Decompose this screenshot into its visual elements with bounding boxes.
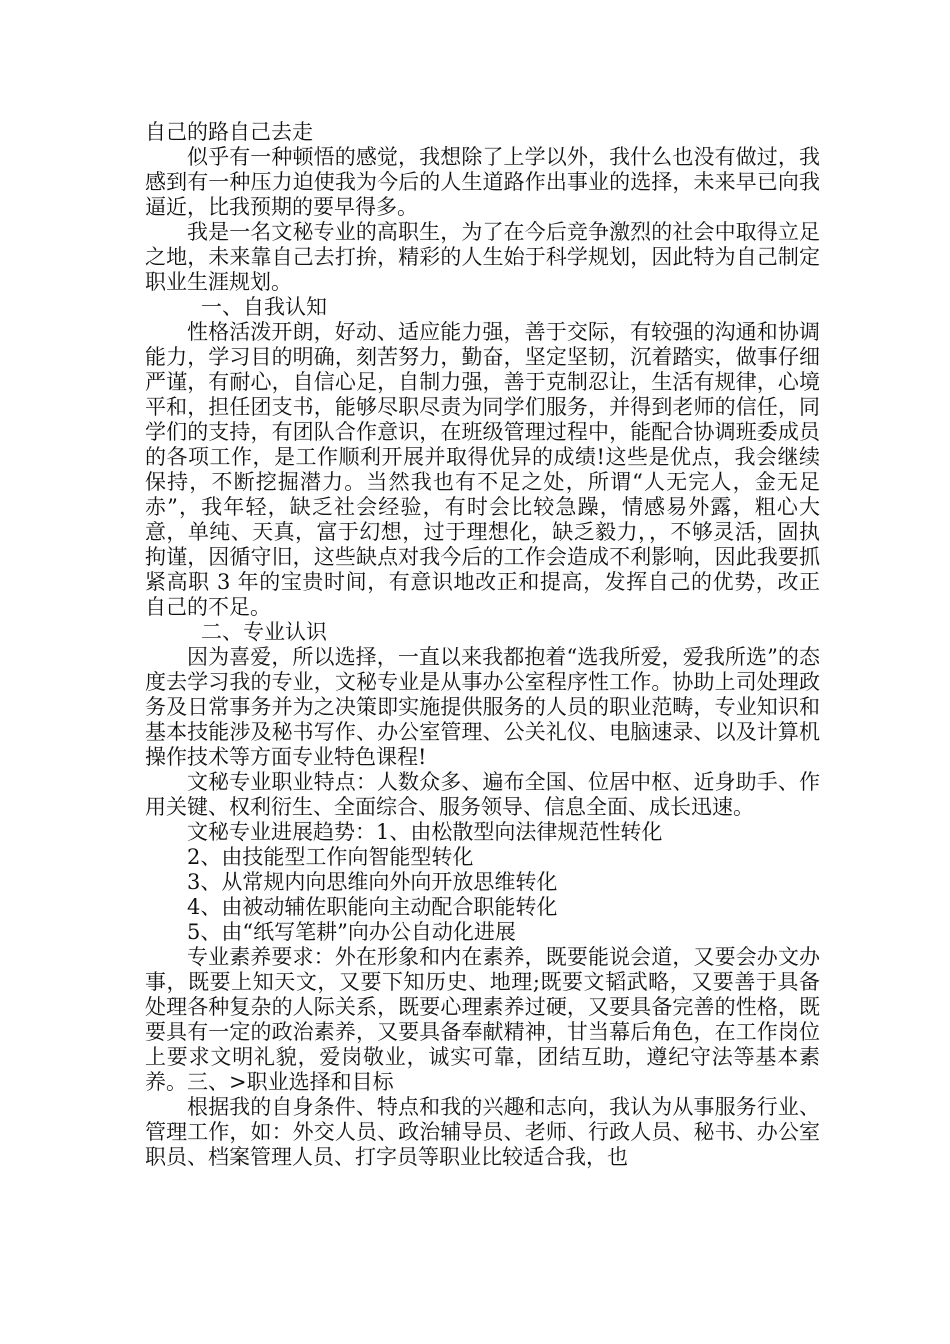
trend-item-3: 3、从常规内向思维向外向开放思维转化: [187, 870, 558, 894]
paragraph-professional-requirements: 专业素养要求：外在形象和内在素养，既要能说会道，又要会办文办事，既要上知天文，又要下知历史、地理;既要文韬武略，又要善于具备处理各种复杂的人际关系，既要心理素养过硬，又要具备完善的性格，既要具有一定的政治素养，又要具备奉献精神，甘当幕后角色，在工作岗位上要求文明礼貌，爱岗敬业，诚实可靠，团结互助，遵纪守法等基本素养。三、>职业选择和目标: [145, 945, 820, 1094]
paragraph-intro: 似乎有一种顿悟的感觉，我想除了上学以外，我什么也没有做过，我感到有一种压力迫使我为今后的人生道路作出事业的选择，未来早已向我逼近，比我预期的要早得多。: [145, 145, 820, 219]
section-heading-self-awareness: 一、自我认知: [201, 295, 327, 319]
trend-item-5: 5、由“纸写笔耕”向办公自动化进展: [187, 920, 516, 944]
section-heading-major-awareness: 二、专业认识: [201, 620, 327, 644]
paragraph-self-awareness: 性格活泼开朗，好动、适应能力强，善于交际，有较强的沟通和协调能力，学习目的明确，刻苦努力，勤奋，坚定坚韧，沉着踏实，做事仔细严谨，有耐心，自信心足，自制力强，善于克制忍让，生活有规律，心境平和，担任团支书，能够尽职尽责为同学们服务，并得到老师的信任，同学们的支持，有团队合作意识，在班级管理过程中，能配合协调班委成员的各项工作，是工作顺利开展并取得优异的成绩!这些是优点，我会继续保持，不断挖掘潜力。当然我也有不足之处，所谓“人无完人，金无足赤”，我年轻，缺乏社会经验，有时会比较急躁，情感易外露，粗心大意，单纯、天真，富于幻想，过于理想化，缺乏毅力，，不够灵活，固执拘谨，因循守旧，这些缺点对我今后的工作会造成不利影响，因此我要抓紧高职 3 年的宝贵时间，有意识地改正和提高，发挥自己的优势，改正自己的不足。: [145, 320, 820, 619]
trend-item-2: 2、由技能型工作向智能型转化: [187, 845, 474, 869]
trend-item-1: 文秘专业进展趋势：1、由松散型向法律规范性转化: [187, 820, 663, 844]
paragraph-career-features: 文秘专业职业特点：人数众多、遍布全国、位居中枢、近身助手、作用关键、权利衍生、全面综合、服务领导、信息全面、成长迅速。: [145, 770, 820, 819]
trend-item-4: 4、由被动辅佐职能向主动配合职能转化: [187, 895, 558, 919]
paragraph-career-choice: 根据我的自身条件、特点和我的兴趣和志向，我认为从事服务行业、管理工作，如：外交人员、政治辅导员、老师、行政人员、秘书、办公室职员、档案管理人员、打字员等职业比较适合我，也: [145, 1095, 820, 1169]
document-page: [145, 120, 820, 1170]
paragraph-purpose: 我是一名文秘专业的高职生，为了在今后竞争激烈的社会中取得立足之地，未来靠自己去打拚，精彩的人生始于科学规划，因此特为自己制定职业生涯规划。: [145, 220, 820, 294]
document-title: 自己的路自己去走: [145, 120, 313, 144]
paragraph-major-awareness: 因为喜爱，所以选择，一直以来我都抱着“选我所爱，爱我所选”的态度去学习我的专业，文秘专业是从事办公室程序性工作。协助上司处理政务及日常事务并为之决策即实施提供服务的人员的职业范畴，专业知识和基本技能涉及秘书写作、办公室管理、公关礼仪、电脑速录、以及计算机操作技术等方面专业特色课程!: [145, 645, 820, 769]
